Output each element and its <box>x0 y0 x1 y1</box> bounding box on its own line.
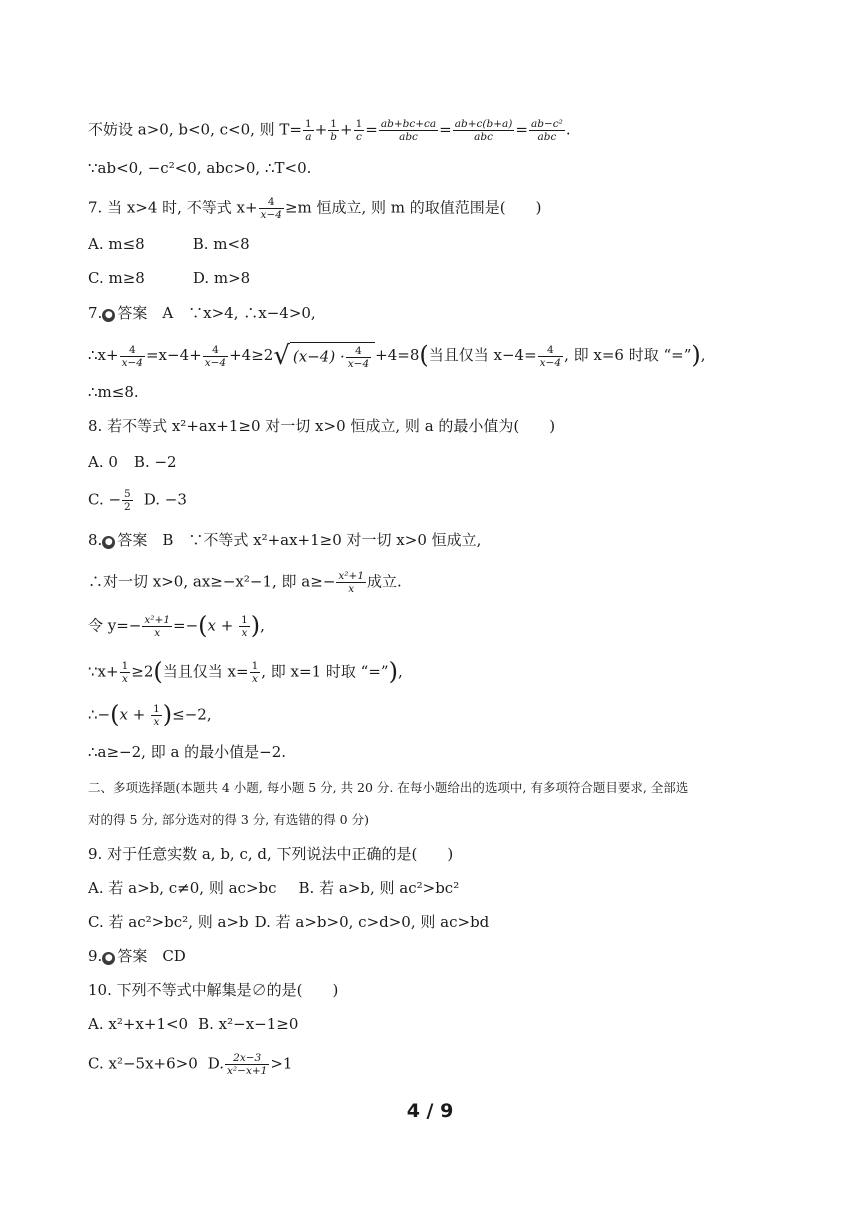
square-root: √ (x−4) · $\frac{4}{x-4}$ <box>273 342 375 370</box>
option-a: A. m≤8 <box>88 235 145 253</box>
options-row <box>88 452 177 472</box>
text: 不妨设 a>0, b<0, c<0, 则 T= <box>88 120 302 139</box>
text-line: ∴x+ $\frac{4}{x-4}$ =x−4+ $\frac{4}{x-4}$ +4≥2√ (x−4) · $\frac{4}{x-4}$ +4=8(当且仅当 x−4= $\frac{4}{x-4}$ , 即 x=6 时取 “=”), <box>88 341 706 371</box>
options-row <box>88 234 250 254</box>
option-d: D. m>8 <box>192 269 251 287</box>
numerator: ab+c(b+a) <box>454 118 513 130</box>
section-heading: 二、多项选择题(本题共 4 小题, 每小题 5 分, 共 20 分. 在每小题给出的选项中, 有多项符合题目要求, 全部选 <box>88 780 689 795</box>
fraction <box>379 118 438 143</box>
options-row <box>88 1014 298 1034</box>
options-row: C. − $\frac{5}{2}$ D. −3 <box>88 488 187 513</box>
option-d: D. −3 <box>143 490 187 509</box>
page-number: 4 / 9 <box>406 1100 454 1122</box>
option-c: C. 若 ac²>bc², 则 a>b <box>88 913 249 931</box>
option-d: D. 若 a>b>0, c>d>0, 则 ac>bd <box>254 913 490 931</box>
text: 7. 当 x>4 时, 不等式 x+ <box>88 198 258 217</box>
option-d: D. <box>207 1054 225 1073</box>
numerator: ab−c² <box>530 118 563 130</box>
option-b: B. x²−x−1≥0 <box>198 1015 299 1033</box>
text-line: ∵x+ $\frac{1}{x}$ ≥2(当且仅当 x= $\frac{1}{x}$ , 即 x=1 时取 “=”), <box>88 657 403 686</box>
option-b: B. 若 a>b, 则 ac²>bc² <box>298 879 460 897</box>
answer-badge-icon: ● <box>102 952 115 965</box>
fraction: $\frac{1}{b}$ <box>330 118 337 143</box>
option-b: B. m<8 <box>192 235 250 253</box>
option-c: C. m≥8 <box>88 269 145 287</box>
options-row <box>88 912 489 932</box>
answer-8: 8. ● 答案 B ∵不等式 x²+ax+1≥0 对一切 x>0 恒成立, <box>88 531 482 549</box>
options-row <box>88 268 250 288</box>
options-row: C. x²−5x+6>0 D. $\frac{2x-3}{\text{x²−x+1}}$ >1 <box>88 1052 293 1077</box>
fraction <box>453 118 515 143</box>
question-7 <box>88 196 542 221</box>
question-10: 10. 下列不等式中解集是∅的是( ) <box>88 981 339 999</box>
text-line: ∴a≥−2, 即 a 的最小值是−2. <box>88 743 287 761</box>
answer-badge-icon: ● <box>102 536 115 549</box>
answer-text: 答案 B ∵不等式 x²+ax+1≥0 对一切 x>0 恒成立, <box>117 531 482 549</box>
fraction <box>529 118 565 143</box>
numerator: ab+bc+ca <box>380 118 437 130</box>
answer-text: 答案 A ∵x>4, ∴x−4>0, <box>117 304 316 322</box>
question-9: 9. 对于任意实数 a, b, c, d, 下列说法中正确的是( ) <box>88 845 454 863</box>
text-line: ∴对一切 x>0, ax≥−x²−1, 即 a≥− $\frac{\text{x²+1}}{x}$ 成立. <box>88 570 402 595</box>
option-a: A. 若 a>b, c≠0, 则 ac>bc <box>88 879 277 897</box>
denominator: abc <box>537 131 557 143</box>
answer-badge-icon: ● <box>102 309 115 322</box>
fraction: $\frac{1}{a}$ <box>305 118 312 143</box>
text-line: ∴−(x + $\frac{1}{x}$ )≤−2, <box>88 700 212 729</box>
option-b: B. −2 <box>133 453 177 471</box>
option-a: A. 0 <box>88 453 118 471</box>
option-a: A. x²+x+1<0 <box>88 1015 189 1033</box>
text: ≥m 恒成立, 则 m 的取值范围是( ) <box>284 198 542 217</box>
option-c: C. − <box>88 490 122 509</box>
answer-9: 9. ● 答案 CD <box>88 947 186 965</box>
denominator: abc <box>399 131 418 143</box>
option-c: C. x²−5x+6>0 <box>88 1054 198 1073</box>
answer-text: 答案 CD <box>117 947 186 965</box>
text-line: ∵ab<0, −c²<0, abc>0, ∴T<0. <box>88 159 312 177</box>
answer-7: 7. ● 答案 A ∵x>4, ∴x−4>0, <box>88 304 316 322</box>
section-heading-cont: 对的得 5 分, 部分选对的得 3 分, 有选错的得 0 分) <box>88 812 369 827</box>
fraction: $\frac{4}{x-4}$ <box>260 196 282 221</box>
denominator: abc <box>474 131 493 143</box>
text-line: ∴m≤8. <box>88 383 139 401</box>
question-8: 8. 若不等式 x²+ax+1≥0 对一切 x>0 恒成立, 则 a 的最小值为( ) <box>88 417 556 435</box>
fraction: $\frac{1}{c}$ <box>355 118 363 143</box>
text-line: 令 y=− $\frac{\text{x²+1}}{x}$ =−(x + $\frac{1}{x}$ ), <box>88 611 265 640</box>
text-line: 不妨设 a>0, b<0, c<0, 则 T= $\frac{1}{a}$ + $\frac{1}{b}$ + $\frac{1}{c}$ = $\frac{ab+bc+ca}{\text{abc}}$ = $\frac{ab+c(b+a)}{\text{abc}}$ = $\frac{\text{ab−c²}}{\text{abc}}$ . <box>88 118 571 143</box>
options-row <box>88 878 459 898</box>
